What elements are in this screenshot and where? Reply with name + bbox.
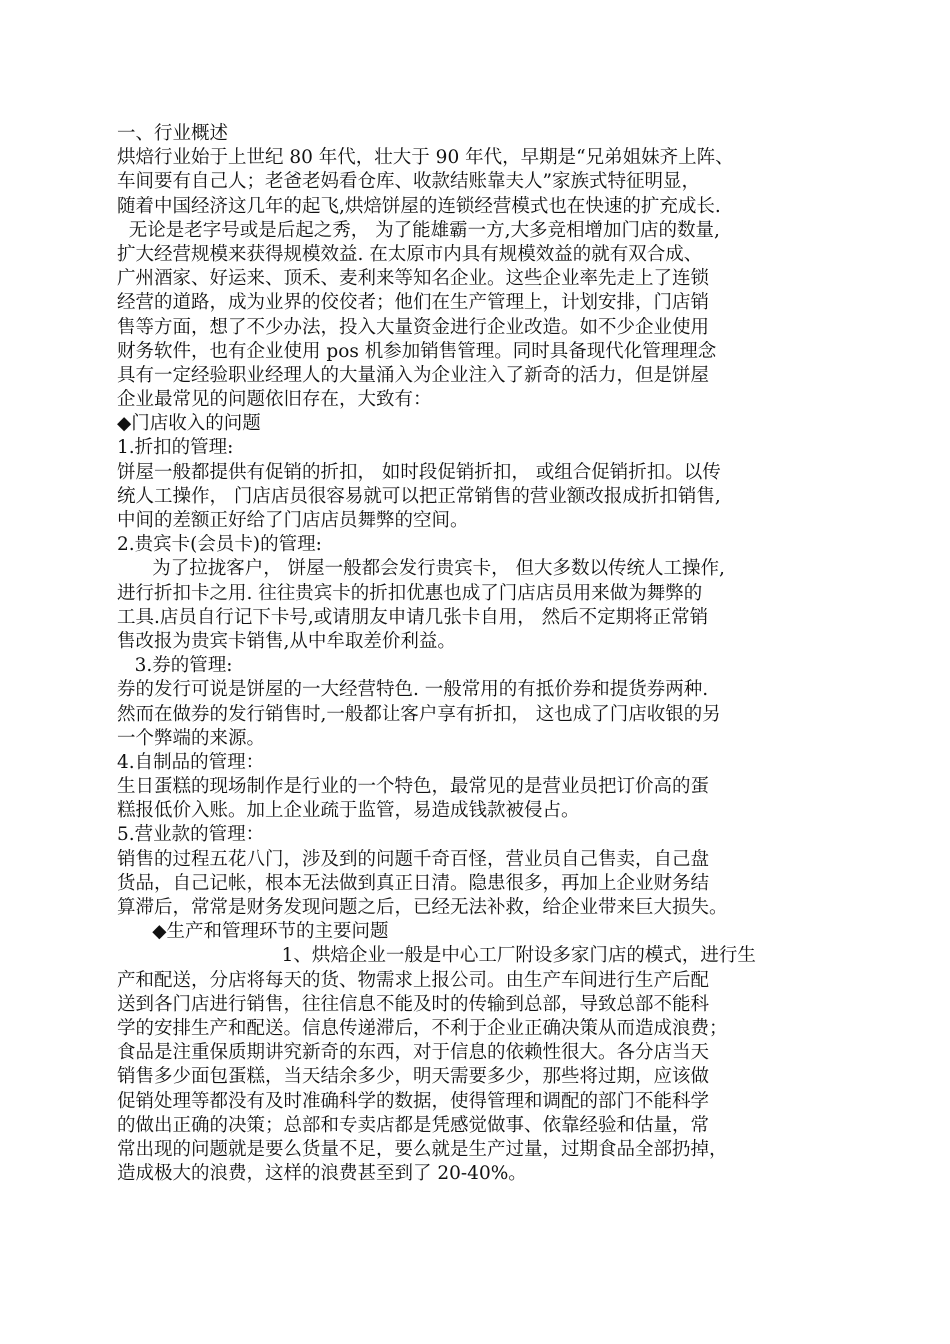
paragraph-line: 售改报为贵宾卡销售,从中牟取差价利益。 bbox=[117, 630, 456, 652]
paragraph-line: 券的发行可说是饼屋的一大经营特色. 一般常用的有抵价券和提货券两种. bbox=[117, 679, 709, 701]
paragraph-line: 售等方面，想了不少办法，投入大量资金进行企业改造。如不少企业使用 bbox=[117, 316, 710, 338]
paragraph-line: 货品，自己记帐，根本无法做到真正日清。隐患很多，再加上企业财务结 bbox=[117, 872, 710, 894]
section-heading-production-management-issues: ◆生产和管理环节的主要问题 bbox=[117, 921, 389, 943]
paragraph-line: 进行折扣卡之用. 往往贵宾卡的折扣优惠也成了门店店员用来做为舞弊的 bbox=[117, 582, 703, 604]
paragraph-line: 扩大经营规模来获得规模效益. 在太原市内具有规模效益的就有双合成、 bbox=[117, 243, 703, 265]
paragraph-line: 企业最常见的问题依旧存在，大致有： bbox=[117, 389, 432, 411]
document-body bbox=[117, 122, 857, 1210]
paragraph-line: 饼屋一般都提供有促销的折扣， 如时段促销折扣， 或组合促销折扣。以传 bbox=[117, 461, 721, 483]
paragraph-line: 具有一定经验职业经理人的大量涌入为企业注入了新奇的活力，但是饼屋 bbox=[117, 364, 710, 386]
paragraph-line: 一个弊端的来源。 bbox=[117, 727, 266, 749]
paragraph-line: 销售的过程五花八门，涉及到的问题千奇百怪，营业员自己售卖，自己盘 bbox=[117, 848, 710, 870]
paragraph-line: 1、烘焙企业一般是中心工厂附设多家门店的模式，进行生 bbox=[117, 945, 756, 967]
paragraph-line bbox=[117, 1186, 857, 1210]
subheading-sales-revenue-management: 5.营业款的管理： bbox=[117, 824, 265, 846]
paragraph-line: 的做出正确的决策；总部和专卖店都是凭感觉做事、依靠经验和估量，常 bbox=[117, 1114, 710, 1136]
paragraph-line: 中间的差额正好给了门店店员舞弊的空间。 bbox=[117, 510, 469, 531]
section-heading-store-revenue-issues: ◆门店收入的问题 bbox=[117, 413, 261, 435]
subheading-self-made-products: 4.自制品的管理： bbox=[117, 751, 265, 773]
subheading-vip-card-management: 2.贵宾卡(会员卡)的管理: bbox=[117, 534, 322, 556]
paragraph-line: 学的安排生产和配送。信息传递滞后，不利于企业正确决策从而造成浪费； bbox=[117, 1017, 728, 1039]
paragraph-line: 生日蛋糕的现场制作是行业的一个特色，最常见的是营业员把订价高的蛋 bbox=[117, 776, 710, 798]
paragraph-line: 为了拉拢客户， 饼屋一般都会发行贵宾卡， 但大多数以传统人工操作, bbox=[117, 558, 725, 580]
paragraph-line: 财务软件，也有企业使用 pos 机参加销售管理。同时具备现代化管理理念 bbox=[117, 340, 717, 362]
paragraph-line: 常出现的问题就是要么货量不足，要么就是生产过量，过期食品全部扔掉， bbox=[117, 1138, 728, 1160]
paragraph-line: 糕报低价入账。加上企业疏于监管，易造成钱款被侵占。 bbox=[117, 800, 580, 822]
paragraph-line: 车间要有自己人；老爸老妈看仓库、收款结账靠夫人”家族式特征明显， bbox=[117, 171, 700, 193]
paragraph-line: 广州酒家、好运来、顶禾、麦利来等知名企业。这些企业率先走上了连锁 bbox=[117, 268, 710, 290]
paragraph-line: 促销处理等都没有及时准确科学的数据，使得管理和调配的部门不能科学 bbox=[117, 1090, 710, 1112]
paragraph-line: 随着中国经济这几年的起飞,烘焙饼屋的连锁经营模式也在快速的扩充成长. bbox=[117, 195, 721, 217]
paragraph-line: 烘焙行业始于上世纪 80 年代，壮大于 90 年代，早期是“兄弟姐妹齐上阵、 bbox=[117, 147, 734, 169]
subheading-discount-management: 1.折扣的管理: bbox=[117, 437, 234, 459]
paragraph-line: 无论是老字号或是后起之秀， 为了能雄霸一方,大多竞相增加门店的数量, bbox=[117, 219, 720, 241]
paragraph-line: 统人工操作， 门店店员很容易就可以把正常销售的营业额改报成折扣销售, bbox=[117, 485, 721, 507]
paragraph-line: 然而在做券的发行销售时,一般都让客户享有折扣， 这也成了门店收银的另 bbox=[117, 703, 721, 725]
paragraph-line: 算滞后，常常是财务发现问题之后，已经无法补救，给企业带来巨大损失。 bbox=[117, 897, 728, 918]
paragraph-line: 工具.店员自行记下卡号,或请朋友申请几张卡自用， 然后不定期将正常销 bbox=[117, 606, 709, 628]
paragraph-line: 经营的道路，成为业界的佼佼者；他们在生产管理上，计划安排，门店销 bbox=[117, 292, 710, 314]
section-heading-industry-overview: 一、行业概述 bbox=[117, 123, 229, 144]
paragraph-line: 产和配送，分店将每天的货、物需求上报公司。由生产车间进行生产后配 bbox=[117, 969, 710, 991]
paragraph-line: 食品是注重保质期讲究新奇的东西，对于信息的依赖性很大。各分店当天 bbox=[117, 1042, 710, 1064]
paragraph-line: 销售多少面包蛋糕，当天结余多少，明天需要多少，那些将过期，应该做 bbox=[117, 1066, 710, 1088]
paragraph-line: 送到各门店进行销售，往往信息不能及时的传输到总部，导致总部不能科 bbox=[117, 993, 710, 1015]
paragraph-line: 造成极大的浪费，这样的浪费甚至到了 20-40%。 bbox=[117, 1163, 527, 1185]
subheading-voucher-management: 3.券的管理: bbox=[117, 655, 233, 677]
